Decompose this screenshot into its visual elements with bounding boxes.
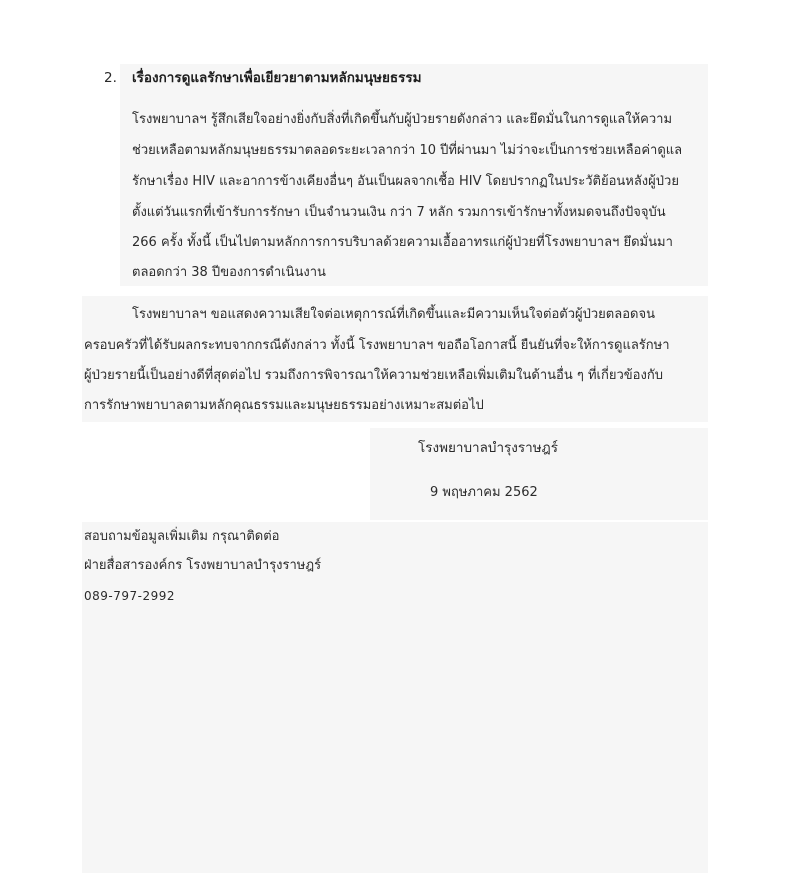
section-heading bbox=[104, 68, 422, 88]
paragraph-line: การรักษาพยาบาลตามหลักคุณธรรมและมนุษยธรรมอย่างเหมาะสมต่อไป bbox=[84, 398, 484, 413]
paragraph-line: ตลอดกว่า 38 ปีของการดำเนินงาน bbox=[132, 265, 326, 280]
contact-line: สอบถามข้อมูลเพิ่มเติม กรุณาติดต่อ bbox=[84, 529, 280, 544]
paragraph-line: 266 ครั้ง ทั้งนี้ เป็นไปตามหลักการการบริบาลด้วยความเอื้ออาทรแก่ผู้ป่วยที่โรงพยาบาลฯ ยึดมั่นมา bbox=[132, 235, 673, 250]
contact-phone: 089-797-2992 bbox=[84, 589, 176, 603]
signature-organization: โรงพยาบาลบำรุงราษฎร์ bbox=[418, 440, 558, 456]
paragraph-line: ช่วยเหลือตามหลักมนุษยธรรมาตลอดระยะเวลากว่า 10 ปีที่ผ่านมา ไม่ว่าจะเป็นการช่วยเหลือค่าดูแล bbox=[132, 143, 683, 158]
paragraph-line: โรงพยาบาลฯ รู้สึกเสียใจอย่างยิ่งกับสิ่งที่เกิดขึ้นกับผู้ป่วยรายดังกล่าว และยึดมั่นในการดูแลให้ความ bbox=[132, 112, 673, 127]
paragraph-line: ครอบครัวที่ได้รับผลกระทบจากกรณีดังกล่าว ทั้งนี้ โรงพยาบาลฯ ขอถือโอกาสนี้ ยืนยันที่จะให้การดูแลรักษา bbox=[84, 338, 670, 353]
paragraph-line: รักษาเรื่อง HIV และอาการข้างเคียงอื่นๆ อันเป็นผลจากเชื้อ HIV โดยปรากฏในประวัติย้อนหลังผู้ป่วย bbox=[132, 174, 679, 189]
section-number: 2. bbox=[104, 70, 117, 86]
signature-date: 9 พฤษภาคม 2562 bbox=[430, 485, 538, 500]
paragraph-line: โรงพยาบาลฯ ขอแสดงความเสียใจต่อเหตุการณ์ที่เกิดขึ้นและมีความเห็นใจต่อตัวผู้ป่วยตลอดจน bbox=[132, 307, 655, 322]
contact-department: ฝ่ายสื่อสารองค์กร โรงพยาบาลบำรุงราษฎร์ bbox=[84, 558, 322, 573]
paragraph-line: ตั้งแต่วันแรกที่เข้ารับการรักษา เป็นจำนวนเงิน กว่า 7 หลัก รวมการเข้ารักษาทั้งหมดจนถึงปัจจุบัน bbox=[132, 205, 666, 220]
paragraph-line: ผู้ป่วยรายนี้เป็นอย่างดีที่สุดต่อไป รวมถึงการพิจารณาให้ความช่วยเหลือเพิ่มเติมในด้านอื่น ๆ ที่เกี่ยวข้องกับ bbox=[84, 368, 663, 383]
section-title: เรื่องการดูแลรักษาเพื่อเยียวยาตามหลักมนุษยธรรม bbox=[132, 70, 422, 86]
